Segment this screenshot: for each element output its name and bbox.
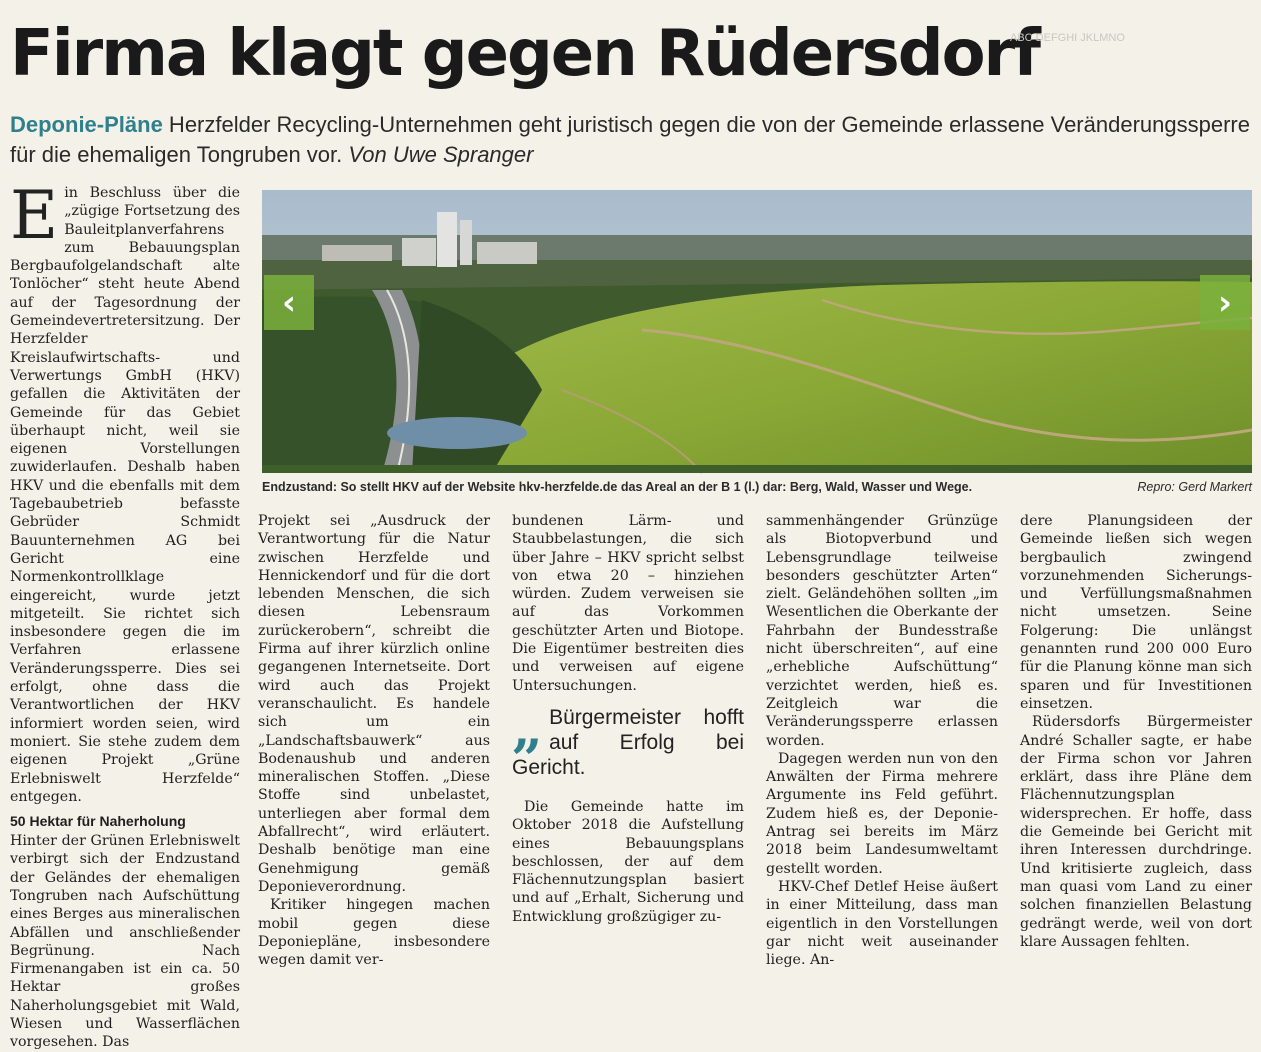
headline: Firma klagt gegen Rüdersdorf xyxy=(10,17,1039,91)
subheading: 50 Hektar für Naherholung xyxy=(10,813,186,830)
article-column-1 xyxy=(10,177,240,1051)
chevron-right-icon: › xyxy=(1217,282,1232,323)
deck xyxy=(10,110,1250,170)
caption-text: Endzustand: So stellt HKV auf der Website hkv-herzfelde.de das Areal an der B 1 (l.) dar: Berg, Wald, Wasser und Wege. xyxy=(262,480,973,494)
paragraph: Rüdersdorfs Bürgermeister André Schaller sagte, er habe der Firma schon vor Jahren erklärt, dass ihre Pläne dem Flächennutzungsplan widersprechen. Er hoffe, dass die Gemeinde bei Gericht mit ihren Interessen durchdringe. Und kritisierte zugleich, dass man quasi vom Land zu einer solchen finanziellen Belastung gedrängt werde, weil von dort klare Aussagen fehlten. xyxy=(1020,714,1252,950)
deck-text: Herzfelder Recycling-Unternehmen geht juristisch gegen die von der Gemeinde erlassene Veränderungssperre für die ehemaligen Tongruben vor. xyxy=(10,112,1250,167)
photo-credit: Repro: Gerd Markert xyxy=(1137,480,1252,494)
quote-mark-icon: „ xyxy=(512,695,544,760)
photo-caption xyxy=(262,479,1252,495)
gallery-prev-button[interactable] xyxy=(264,275,314,330)
article-photo xyxy=(262,190,1252,473)
article-column-5 xyxy=(1020,512,1252,950)
paragraph: Kritiker hingegen machen mobil gegen diese Deponiepläne, insbesondere wegen damit ver- xyxy=(258,897,490,969)
paragraph: sammenhängender Grünzüge als Biotopverbund und Lebensgrundlage teilweise besonders geschützter Arten“ zielt. Geländehöhen sollten „im Wesentlichen die Oberkante der Fahrbahn der Bundesstraße nicht überschreiten“, auf eine „erhebliche Aufschüttung“ verzichtet werden, hieß es. Zeitgleich war die Veränderungssperre erlassen worden. xyxy=(766,513,999,749)
paragraph: Dagegen werden nun von den Anwälten der Firma mehrere Argumente ins Feld geführt. Zudem hieß es, der Deponie-Antrag sei bereits im März 2018 beim Landesumweltamt gestellt worden. xyxy=(766,750,998,877)
paragraph: Projekt sei „Ausdruck der Verantwortung für die Natur zwischen Herzfelde und Hennickendorf und für die dort lebenden Menschen, die sich diesen Lebensraum zurückerobern“, schreibt die Firma auf ihrer kürzlich online gegangenen Internetseite. Dort wird auch das Projekt veranschaulicht. Es handele sich um ein „Landschaftsbauwerk“ aus Bodenaushub und anderen mineralischen Stoffen. „Diese Stoffe sind unbelastet, unterliegen aber formal dem Abfallrecht“, wird erläutert. Deshalb benötige man eine Genehmigung gemäß Deponieverordnung. xyxy=(258,513,490,895)
paragraph: HKV-Chef Detlef Heise äußert in einer Mitteilung, dass man eigentlich in den Vorstellungen gar nicht weit auseinander liege. An- xyxy=(766,878,998,969)
paragraph: dere Planungsideen der Gemeinde ließen sich wegen bergbaulich zwingend vorzunehmenden Sicherungs- und Verfüllungsmaßnahmen nicht umsetzen. Seine Folgerung: Die unlängst genannten rund 200 000 Euro für die Planung könne man sich sparen und für Investitionen einsetzen. xyxy=(1020,513,1252,712)
paragraph: Die Gemeinde hatte im Oktober 2018 die Aufstellung eines Bebauungsplans beschlossen, der auf dem Flächennutzungsplan basiert und auf „Erhalt, Sicherung und Entwicklung großzügiger zu- xyxy=(512,798,744,925)
paragraph: Hinter der Grünen Erlebniswelt verbirgt sich der Endzustand der Geländes der ehemaligen Tongruben nach Aufschüttung eines Berges aus mineralischen Abfällen und anschließender Begrünung. Nach Firmenangaben ist ein ca. 50 Hektar großes Naherholungsgebiet mit Wald, Wiesen und Wasserflächen vorgesehen. Das xyxy=(10,833,240,1051)
byline: Von Uwe Spranger xyxy=(348,142,534,167)
intro-paragraph: Ein Beschluss über die „zügige Fortsetzung des Bauleitplanverfahrens zum Bebauungsplan Bergbaufolgelandschaft alte Tonlöcher“ steht heute Abend auf der Tagesordnung der Gemeindevertretersitzung. Der Herzfelder Kreislaufwirtschafts- und Verwertungs GmbH (HKV) gefallen die Aktivitäten der Gemeinde für das Gebiet überhaupt nicht, weil sie eigenen Vorstellungen zuwiderlaufen. Deshalb haben HKV und die ebenfalls mit dem Tagebaubetrieb befasste Gebrüder Schmidt Bauunternehmen AG bei Gericht eine Normenkontrollklage eingereicht, wurde jetzt mitgeteilt. Sie richtet sich insbesondere gegen die im Verfahren erlassene Veränderungssperre. Dies sei erfolgt, ohne dass die Verantwortlichen der HKV informiert worden seien, wird moniert. Sie stehe zudem dem eigenen Projekt „Grüne Erlebniswelt Herzfelde“ entgegen. xyxy=(10,177,240,805)
chevron-left-icon: ‹ xyxy=(281,282,296,323)
paragraph: bundenen Lärm- und Staubbelastungen, die sich über Jahre – HKV spricht selbst von etwa 20 – hinziehen würden. Zudem verweisen sie auf das Vorkommen geschützter Arten und Biotope. Die Eigentümer bestreiten dies und verweisen auf eigene Untersuchungen. xyxy=(512,513,744,694)
landscape-photo xyxy=(262,190,1252,473)
article-column-4 xyxy=(766,512,999,969)
drop-cap: E xyxy=(10,177,59,254)
bleed-through-text: ABC DEFGHI JKLMNO xyxy=(1010,32,1125,44)
article-column-2 xyxy=(258,512,490,969)
gallery-next-button[interactable] xyxy=(1200,275,1250,330)
pull-quote xyxy=(512,695,744,780)
deck-kicker: Deponie-Pläne xyxy=(10,112,163,137)
pull-quote-text: Bürgermeister hofft auf Erfolg bei Gericht. xyxy=(512,705,744,779)
article-column-3 xyxy=(512,512,744,925)
